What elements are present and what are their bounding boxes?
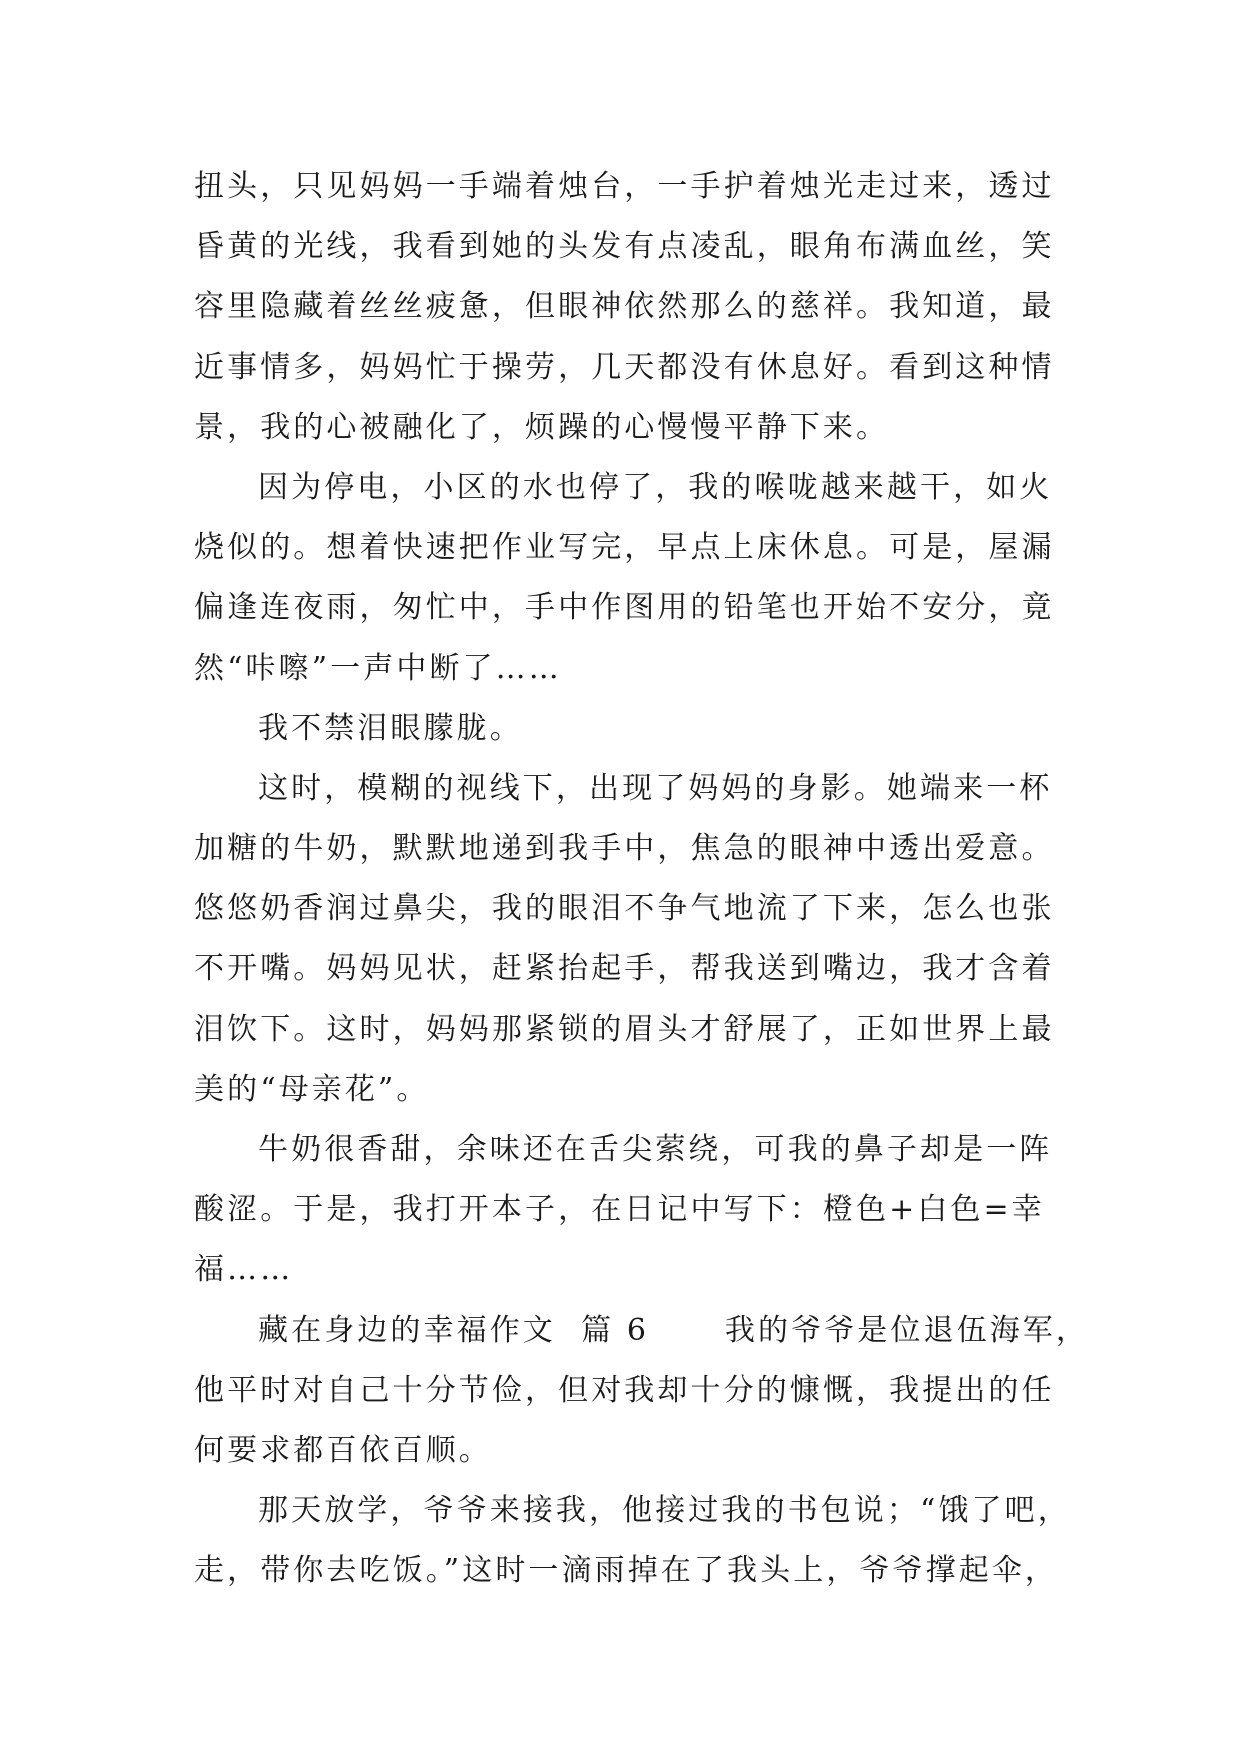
text-line: 扭头，只见妈妈一手端着烛台，一手护着烛光走过来，透过 xyxy=(194,169,1055,204)
text-line: 福…… xyxy=(194,1252,294,1288)
text-line: 烧似的。想着快速把作业写完，早点上床休息。可是，屋漏 xyxy=(194,530,1055,566)
text-line: 悠悠奶香润过鼻尖，我的眼泪不争气地流了下来，怎么也张 xyxy=(194,891,1055,927)
essay-body xyxy=(194,157,1090,1602)
text-line: 偏逢连夜雨，匆忙中，手中作图用的铅笔也开始不安分，竟 xyxy=(194,590,1055,626)
text-line: 酸涩。于是，我打开本子，在日记中写下：橙色+白色=幸 xyxy=(194,1192,1045,1228)
paragraph-first-line: 藏在身边的幸福作文 篇 6 我的爷爷是位退伍海军， xyxy=(258,1312,1090,1348)
text-line: 不开嘴。妈妈见状，赶紧抬起手，帮我送到嘴边，我才含着 xyxy=(194,951,1055,987)
text-line: 他平时对自己十分节俭，但对我却十分的慷慨，我提出的任 xyxy=(194,1372,1055,1408)
text-line: 容里隐藏着丝丝疲惫，但眼神依然那么的慈祥。我知道，最 xyxy=(194,289,1055,325)
text-line: 何要求都百依百顺。 xyxy=(194,1432,492,1468)
paragraph-first-line: 我不禁泪眼朦胧。 xyxy=(258,710,523,746)
text-line: 泪饮下。这时，妈妈那紧锁的眉头才舒展了，正如世界上最 xyxy=(194,1011,1055,1047)
paragraph-first-line: 这时，模糊的视线下，出现了妈妈的身影。她端来一杯 xyxy=(258,770,1053,806)
paragraph-first-line: 因为停电，小区的水也停了，我的喉咙越来越干，如火 xyxy=(258,469,1053,505)
text-line: 加糖的牛奶，默默地递到我手中，焦急的眼神中透出爱意。 xyxy=(194,831,1055,867)
text-line: 美的“母亲花”。 xyxy=(194,1071,430,1107)
text-line: 景，我的心被融化了，烦躁的心慢慢平静下来。 xyxy=(194,409,890,445)
text-line: 然“咔嚓”一声中断了…… xyxy=(194,650,562,686)
text-line: 昏黄的光线，我看到她的头发有点凌乱，眼角布满血丝，笑 xyxy=(194,229,1055,265)
text-line: 走，带你去吃饭。”这时一滴雨掉在了我头上，爷爷撑起伞， xyxy=(194,1553,1059,1589)
text-line: 近事情多，妈妈忙于操劳，几天都没有休息好。看到这种情 xyxy=(194,349,1055,385)
paragraph-first-line: 牛奶很香甜，余味还在舌尖萦绕，可我的鼻子却是一阵 xyxy=(258,1132,1053,1167)
paragraph-first-line: 那天放学，爷爷来接我，他接过我的书包说；“饿了吧， xyxy=(258,1493,1071,1529)
